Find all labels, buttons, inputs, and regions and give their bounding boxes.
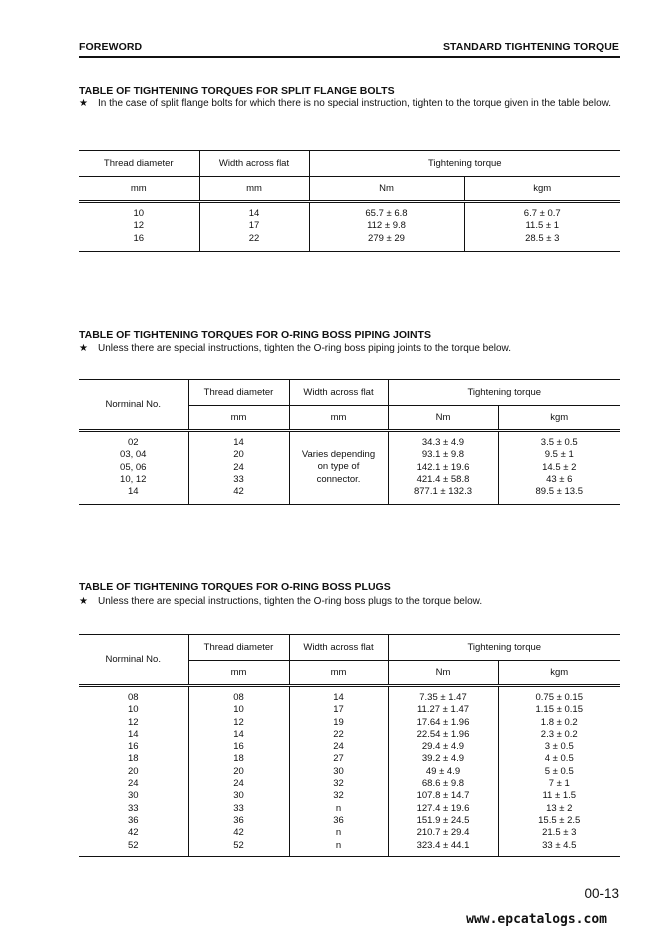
cell: 22.54 ± 1.96 bbox=[416, 728, 470, 740]
cell: connector. bbox=[316, 473, 361, 485]
cell: 10 bbox=[133, 208, 145, 219]
oring-joints-table bbox=[79, 379, 620, 505]
header-right: STANDARD TIGHTENING TORQUE bbox=[442, 41, 619, 53]
col-nm bbox=[388, 686, 498, 857]
star-icon: ★ bbox=[79, 98, 88, 109]
cell: 12 bbox=[127, 716, 139, 728]
cell: 33 ± 4.5 bbox=[542, 839, 577, 851]
cell: 210.7 ± 29.4 bbox=[416, 827, 470, 839]
cell: 2.3 ± 0.2 bbox=[540, 728, 578, 740]
cell: 107.8 ± 14.7 bbox=[416, 790, 470, 802]
cell: 27 bbox=[333, 753, 344, 765]
cell: 05, 06 bbox=[120, 461, 147, 473]
unit-kgm: kgm bbox=[464, 177, 620, 202]
cell: 11.5 ± 1 bbox=[525, 220, 560, 232]
unit-thread: mm bbox=[188, 406, 289, 431]
cell: 14 bbox=[233, 437, 244, 448]
cell: 20 bbox=[233, 765, 244, 777]
split-flange-note bbox=[79, 97, 620, 111]
cell: 1.8 ± 0.2 bbox=[540, 716, 578, 728]
cell: 68.6 ± 9.8 bbox=[421, 778, 465, 790]
unit-width: mm bbox=[199, 177, 309, 202]
col-kgm bbox=[464, 202, 620, 252]
col-kgm bbox=[498, 686, 620, 857]
col-header-nominal: Norminal No. bbox=[105, 654, 161, 665]
col-header-width: Width across flat bbox=[289, 380, 388, 406]
cell: 11.27 ± 1.47 bbox=[416, 704, 470, 716]
col-header-width: Width across flat bbox=[289, 635, 388, 661]
cell: 14 bbox=[127, 486, 139, 498]
cell: 14 bbox=[233, 728, 244, 740]
cell: 16 bbox=[127, 741, 139, 753]
cell: 24 bbox=[233, 461, 244, 473]
cell: 17 bbox=[333, 704, 344, 716]
cell: 24 bbox=[233, 778, 244, 790]
cell: n bbox=[335, 839, 342, 851]
cell: 7 ± 1 bbox=[548, 778, 570, 790]
cell: 42 bbox=[127, 827, 139, 839]
unit-thread: mm bbox=[130, 183, 147, 194]
header-left: FOREWORD bbox=[79, 41, 143, 53]
cell: 89.5 ± 13.5 bbox=[535, 486, 583, 498]
cell: 33 bbox=[127, 802, 139, 814]
col-nm bbox=[309, 202, 464, 252]
cell: 3.5 ± 0.5 bbox=[540, 437, 578, 448]
cell: 16 bbox=[233, 741, 244, 753]
col-kgm bbox=[498, 431, 620, 505]
cell: 14 bbox=[127, 728, 139, 740]
col-header-width: Width across flat bbox=[199, 151, 309, 177]
col-nominal bbox=[79, 431, 188, 505]
oring-joints-title: TABLE OF TIGHTENING TORQUES FOR O-RING BOSS PIPING JOINTS bbox=[79, 329, 431, 341]
cell: 14 bbox=[248, 208, 260, 219]
cell: 52 bbox=[233, 839, 244, 851]
cell: 93.1 ± 9.8 bbox=[421, 449, 465, 461]
cell: 12 bbox=[133, 220, 145, 232]
cell: 11 ± 1.5 bbox=[542, 790, 577, 802]
cell: 33 bbox=[233, 802, 244, 814]
split-flange-table bbox=[79, 150, 620, 252]
cell: 36 bbox=[333, 814, 344, 826]
unit-width: mm bbox=[289, 661, 388, 686]
cell: 43 ± 6 bbox=[546, 473, 573, 485]
cell: 18 bbox=[127, 753, 139, 765]
cell: 33 bbox=[233, 473, 244, 485]
cell: 30 bbox=[333, 765, 344, 777]
oring-plugs-note bbox=[79, 595, 620, 609]
cell: 65.7 ± 6.8 bbox=[365, 208, 408, 219]
cell: n bbox=[335, 802, 342, 814]
cell: 127.4 ± 19.6 bbox=[416, 802, 470, 814]
col-thread bbox=[79, 202, 199, 252]
cell: 13 ± 2 bbox=[546, 802, 573, 814]
cell: 30 bbox=[233, 790, 244, 802]
cell: 20 bbox=[127, 765, 139, 777]
cell: 14 bbox=[333, 692, 344, 703]
col-thread bbox=[188, 686, 289, 857]
cell: 14.5 ± 2 bbox=[542, 461, 577, 473]
col-width bbox=[289, 431, 388, 505]
cell: 3 ± 0.5 bbox=[544, 741, 574, 753]
cell: 32 bbox=[333, 790, 344, 802]
split-flange-title: TABLE OF TIGHTENING TORQUES FOR SPLIT FLANGE BOLTS bbox=[79, 85, 395, 97]
unit-width: mm bbox=[289, 406, 388, 431]
star-icon: ★ bbox=[79, 343, 88, 354]
cell: 39.2 ± 4.9 bbox=[421, 753, 465, 765]
cell: 5 ± 0.5 bbox=[544, 765, 574, 777]
cell: 36 bbox=[127, 814, 139, 826]
cell: 421.4 ± 58.8 bbox=[416, 473, 470, 485]
col-header-torque: Tightening torque bbox=[388, 635, 620, 661]
cell: 03, 04 bbox=[120, 449, 147, 461]
cell: 16 bbox=[133, 232, 145, 244]
cell: 9.5 ± 1 bbox=[544, 449, 574, 461]
unit-kgm: kgm bbox=[498, 406, 620, 431]
col-width bbox=[289, 686, 388, 857]
oring-plugs-note-text: Unless there are special instructions, tighten the O-ring boss plugs to the torque below. bbox=[98, 596, 483, 607]
cell: 22 bbox=[333, 728, 344, 740]
cell: 22 bbox=[248, 232, 260, 244]
cell: 112 ± 9.8 bbox=[367, 220, 406, 232]
split-flange-note-text: In the case of split flange bolts for which there is no special instruction, tighten to the torque given in the table below. bbox=[98, 98, 612, 109]
col-nominal bbox=[79, 686, 188, 857]
cell: 4 ± 0.5 bbox=[544, 753, 574, 765]
cell: 142.1 ± 19.6 bbox=[416, 461, 470, 473]
cell: 34.3 ± 4.9 bbox=[421, 437, 465, 448]
unit-thread: mm bbox=[188, 661, 289, 686]
cell: 6.7 ± 0.7 bbox=[523, 208, 561, 219]
website-link[interactable]: www.epcatalogs.com bbox=[466, 912, 607, 927]
cell: 12 bbox=[233, 716, 244, 728]
cell: 18 bbox=[233, 753, 244, 765]
col-header-torque: Tightening torque bbox=[388, 380, 620, 406]
cell: 7.35 ± 1.47 bbox=[419, 692, 467, 703]
oring-joints-note bbox=[79, 342, 620, 356]
col-header-thread: Thread diameter bbox=[188, 380, 289, 406]
cell: 10 bbox=[127, 704, 139, 716]
cell: 0.75 ± 0.15 bbox=[535, 692, 583, 703]
cell: n bbox=[335, 827, 342, 839]
cell: on type of bbox=[317, 461, 360, 473]
cell: 323.4 ± 44.1 bbox=[416, 839, 470, 851]
col-header-nominal: Norminal No. bbox=[105, 399, 161, 410]
cell: 08 bbox=[233, 692, 244, 703]
cell: 30 bbox=[127, 790, 139, 802]
cell: 28.5 ± 3 bbox=[525, 232, 560, 244]
cell: 17.64 ± 1.96 bbox=[416, 716, 470, 728]
cell: 42 bbox=[233, 827, 244, 839]
col-thread bbox=[188, 431, 289, 505]
cell: 08 bbox=[127, 692, 139, 703]
cell: 1.15 ± 0.15 bbox=[535, 704, 583, 716]
star-icon: ★ bbox=[79, 596, 88, 607]
cell: Varies depending bbox=[301, 449, 376, 460]
col-nm bbox=[388, 431, 498, 505]
cell: 10, 12 bbox=[120, 473, 147, 485]
oring-plugs-table bbox=[79, 634, 620, 857]
oring-plugs-title: TABLE OF TIGHTENING TORQUES FOR O-RING BOSS PLUGS bbox=[79, 581, 391, 593]
col-width bbox=[199, 202, 309, 252]
cell: 877.1 ± 132.3 bbox=[413, 486, 473, 498]
col-header-thread: Thread diameter bbox=[103, 158, 174, 169]
page-number: 00-13 bbox=[584, 886, 619, 901]
cell: 15.5 ± 2.5 bbox=[538, 814, 581, 826]
cell: 17 bbox=[248, 220, 260, 232]
cell: 279 ± 29 bbox=[368, 232, 405, 244]
cell: 49 ± 4.9 bbox=[425, 765, 461, 777]
unit-nm: Nm bbox=[388, 406, 498, 431]
col-header-torque: Tightening torque bbox=[309, 151, 620, 177]
unit-nm: Nm bbox=[309, 177, 464, 202]
cell: 10 bbox=[233, 704, 244, 716]
cell: 52 bbox=[127, 839, 139, 851]
header-rule bbox=[79, 56, 620, 58]
cell: 24 bbox=[333, 741, 344, 753]
cell: 02 bbox=[127, 437, 139, 448]
unit-kgm: kgm bbox=[498, 661, 620, 686]
oring-joints-note-text: Unless there are special instructions, tighten the O-ring boss piping joints to the torque below. bbox=[98, 343, 512, 354]
cell: 42 bbox=[233, 486, 244, 498]
cell: 36 bbox=[233, 814, 244, 826]
cell: 21.5 ± 3 bbox=[542, 827, 577, 839]
col-header-thread: Thread diameter bbox=[188, 635, 289, 661]
cell: 29.4 ± 4.9 bbox=[421, 741, 465, 753]
unit-nm: Nm bbox=[388, 661, 498, 686]
cell: 19 bbox=[333, 716, 344, 728]
cell: 151.9 ± 24.5 bbox=[416, 814, 470, 826]
cell: 24 bbox=[127, 778, 139, 790]
cell: 20 bbox=[233, 449, 244, 461]
cell: 32 bbox=[333, 778, 344, 790]
